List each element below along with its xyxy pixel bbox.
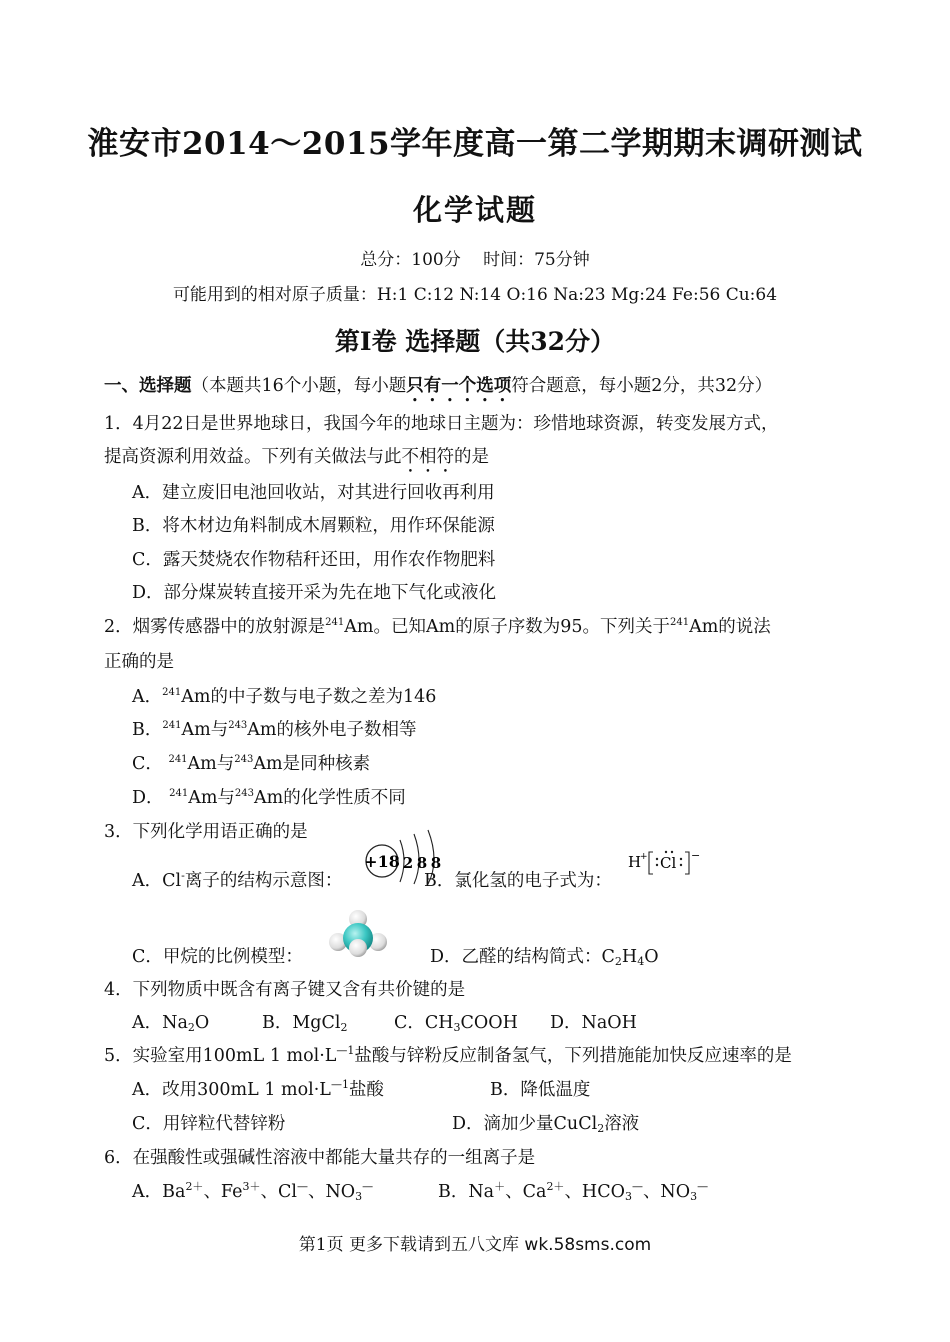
q6-b-c: 、HCO (564, 1182, 625, 1202)
q3-option-b: B．氯化氢的电子式为： (424, 871, 612, 891)
q5-option-b: B．降低温度 (490, 1080, 591, 1100)
subscript: 3 (690, 1190, 698, 1203)
shell-count-1: 2 (402, 854, 414, 872)
q2-line2: 正确的是 (104, 652, 174, 672)
q3-option-a (132, 869, 342, 893)
q1-line2-a: 提高资源利用效益。下列有关做法与此 (104, 447, 402, 467)
q1-option-a: A．建立废旧电池回收站，对其进行回收再利用 (132, 483, 495, 503)
q5-stem-a: 5．实验室用100mL 1 mol·L (104, 1046, 337, 1066)
q3-d-c: O (644, 947, 659, 967)
nucleus-label: +18 (364, 852, 400, 871)
q5-a-b: 盐酸 (348, 1080, 384, 1100)
hcl-electron-formula (628, 848, 700, 878)
isotope-mass: 241 (169, 788, 189, 799)
isotope-mass: 241 (669, 617, 690, 628)
q6-option-b (438, 1180, 708, 1204)
hcl-h: H (628, 853, 642, 871)
q6-a-c: 、Cl (260, 1182, 297, 1202)
q4-option-d: D．NaOH (550, 1013, 637, 1033)
subscript: 2 (340, 1021, 348, 1034)
opt-prefix: C． (132, 754, 169, 774)
isotope-mass: 241 (325, 617, 345, 628)
q4-a-a: A．Na (132, 1013, 188, 1033)
footer-site: wk.58sms.com (519, 1235, 652, 1255)
q5-option-d (452, 1112, 639, 1136)
charge: 3＋ (242, 1180, 261, 1193)
q2-option-b (132, 718, 417, 742)
q4-option-a (132, 1011, 209, 1035)
q1-line2 (104, 445, 489, 477)
q2-d-text: Am的化学性质不同 (254, 788, 406, 808)
superscript: —1 (336, 1044, 355, 1057)
q1-line2-c: 的是 (454, 447, 489, 467)
q2-option-c (132, 752, 370, 776)
opt-prefix: B． (132, 720, 163, 740)
opt-prefix: A． (132, 687, 163, 707)
subscript: 4 (637, 955, 645, 968)
q2-line1 (104, 615, 771, 639)
superscript: —1 (330, 1078, 349, 1091)
q3-d-b: H (621, 947, 638, 967)
q5-d-b: 溶液 (604, 1114, 640, 1134)
charge: — (631, 1180, 643, 1193)
subscript: 3 (355, 1190, 363, 1203)
q2-l1b: Am。已知Am的原子序数为95。下列关于 (344, 617, 670, 637)
q5-option-a (132, 1078, 384, 1102)
electron-dot (656, 864, 658, 866)
isotope-mass: 243 (234, 754, 254, 765)
q6-b-a: B．Na (438, 1182, 495, 1202)
q6-option-a (132, 1180, 373, 1204)
electron-dot (680, 858, 682, 860)
atomic-masses: 可能用到的相对原子质量：H:1 C:12 N:14 O:16 Na:23 Mg:24 Fe:56 Cu:64 (172, 285, 778, 305)
isotope-mass: 241 (162, 687, 182, 698)
subscript: 3 (624, 1190, 632, 1203)
q6-stem: 6．在强酸性或强碱性溶液中都能大量共存的一组离子是 (104, 1148, 536, 1168)
isotope-mass: 243 (228, 720, 248, 731)
q4-b-a: B．MgCl (262, 1013, 341, 1033)
q2-d-mid: Am与 (188, 788, 235, 808)
q4-c-a: C．CH (394, 1013, 454, 1033)
charge: — (362, 1180, 374, 1193)
q2-l1c: Am的说法 (689, 617, 771, 637)
q5-a-a: A．改用300mL 1 mol·L (132, 1080, 331, 1100)
q2-c-mid: Am与 (187, 754, 235, 774)
charge: - (181, 869, 185, 882)
q6-b-d: 、NO (642, 1182, 691, 1202)
q1-option-d: D．部分煤炭转直接开采为先在地下气化或液化 (132, 583, 497, 603)
q2-option-d (132, 786, 406, 810)
bracket-right (685, 852, 689, 874)
isotope-mass: 241 (168, 754, 188, 765)
q6-a-b: 、Fe (203, 1182, 243, 1202)
shell-count-2: 8 (416, 854, 428, 872)
q3-option-d (430, 945, 659, 969)
q2-b-text: Am的核外电子数相等 (247, 720, 417, 740)
q2-b-mid: Am与 (181, 720, 229, 740)
electron-dot (680, 864, 682, 866)
q3-d-a: D．乙醛的结构简式：C (430, 947, 615, 967)
electron-dot (671, 851, 673, 853)
q2-a-text: Am的中子数与电子数之差为146 (181, 687, 437, 707)
hcl-plus: + (640, 852, 648, 862)
q4-a-b: O (194, 1013, 210, 1033)
q3-option-c: C．甲烷的比例模型： (132, 947, 303, 967)
shell-count-3: 8 (430, 854, 442, 872)
electron-dot (665, 851, 667, 853)
q4-c-b: COOH (460, 1013, 518, 1033)
charge: — (697, 1180, 709, 1193)
score-time: 总分：100分 时间：75分钟 (360, 250, 590, 270)
q1-line1: 1．4月22日是世界地球日，我国今年的地球日主题为：珍惜地球资源，转变发展方式， (104, 414, 779, 434)
q2-option-a (132, 685, 436, 709)
charge: ＋ (494, 1180, 506, 1193)
hydrogen-atom (349, 939, 367, 957)
subscript: 2 (597, 1122, 605, 1135)
q3-stem: 3．下列化学用语正确的是 (104, 822, 308, 842)
q3-a-cl: A．Cl (132, 871, 182, 891)
charge: 2＋ (185, 1180, 204, 1193)
q4-stem: 4．下列物质中既含有离子键又含有共价键的是 (104, 980, 466, 1000)
charge: — (296, 1180, 308, 1193)
q4-option-b (262, 1011, 347, 1035)
part1-instr-emph: 只有一个选项 (406, 376, 512, 396)
section-heading: 第Ⅰ卷 选择题（共32分） (334, 327, 616, 356)
hcl-cl: Cl (660, 854, 677, 872)
q1-option-b: B．将木材边角料制成木屑颗粒，用作环保能源 (132, 516, 495, 536)
isotope-mass: 243 (234, 788, 255, 799)
q1-emph: 不相符 (401, 447, 454, 467)
q4-option-c (394, 1011, 518, 1035)
isotope-mass: 241 (162, 720, 182, 731)
q2-l1a: 2．烟雾传感器中的放射源是 (104, 617, 326, 637)
subscript: 3 (453, 1021, 461, 1034)
subscript: 2 (187, 1021, 195, 1034)
exam-title: 淮安市2014～2015学年度高一第二学期期末调研测试 (87, 126, 863, 162)
q1-option-c: C．露天焚烧农作物秸秆还田，用作农作物肥料 (132, 550, 496, 570)
q6-b-b: 、Ca (505, 1182, 547, 1202)
q6-a-d: 、NO (307, 1182, 356, 1202)
q3-a-text: 离子的结构示意图： (184, 871, 343, 891)
part1-instr-a: （本题共16个小题，每小题 (191, 376, 407, 396)
q6-a-a: A．Ba (132, 1182, 186, 1202)
q5-stem (104, 1044, 792, 1068)
part1-label: 一、选择题 (104, 376, 192, 396)
page-footer (0, 1230, 950, 1255)
q2-c-text: Am是同种核素 (253, 754, 371, 774)
bracket-left (649, 852, 653, 874)
opt-prefix: D． (132, 788, 170, 808)
charge: 2＋ (546, 1180, 565, 1193)
q5-d-a: D．滴加少量CuCl (452, 1114, 598, 1134)
electron-dot (656, 858, 658, 860)
subscript: 2 (614, 955, 622, 968)
q5-stem-b: 盐酸与锌粉反应制备氢气，下列措施能加快反应速率的是 (354, 1046, 792, 1066)
q5-option-c: C．用锌粒代替锌粉 (132, 1114, 286, 1134)
part1-instr-c: 符合题意，每小题2分，共32分） (511, 376, 773, 396)
part1-instructions (104, 374, 772, 406)
footer-text: 第1页 更多下载请到五八文库 (298, 1235, 520, 1255)
methane-model (328, 910, 388, 958)
hcl-minus: − (691, 849, 701, 862)
exam-subtitle: 化学试题 (412, 193, 537, 227)
